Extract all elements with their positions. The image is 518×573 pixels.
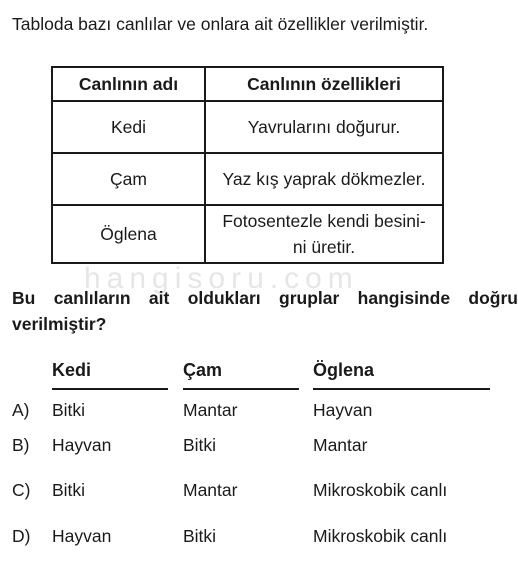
table-row	[52, 101, 443, 153]
question-text	[12, 285, 518, 337]
header-features: Canlının özellikleri	[205, 67, 443, 101]
choice-header-cam: Çam	[183, 360, 223, 380]
option-c-oglena: Mikroskobik canlı	[313, 480, 448, 500]
watermark: hangisoru.com	[84, 262, 359, 295]
choice-header-kedi: Kedi	[52, 360, 92, 380]
table-row	[52, 153, 443, 205]
option-a-oglena: Hayvan	[313, 400, 373, 420]
choice-header-oglena: Öglena	[313, 360, 375, 380]
option-d-letter[interactable]: D)	[12, 526, 31, 546]
question-line: Bu canlıların ait oldukları gruplar hangisinde doğru	[12, 288, 518, 308]
cell-feature: Yaz kış yaprak dökmezler.	[205, 153, 443, 205]
table-header-row	[52, 67, 443, 101]
organism-table	[51, 66, 444, 264]
option-a-letter[interactable]: A)	[12, 400, 30, 420]
option-a-kedi: Bitki	[52, 400, 86, 420]
option-b-letter[interactable]: B)	[12, 435, 30, 455]
option-a-cam: Mantar	[183, 400, 238, 420]
header-underline	[313, 388, 490, 390]
option-b-kedi: Hayvan	[52, 435, 112, 455]
cell-feature	[205, 205, 443, 263]
option-c-letter[interactable]: C)	[12, 480, 31, 500]
option-b-cam: Bitki	[183, 435, 217, 455]
cell-name: Öglena	[52, 205, 205, 263]
option-d-oglena: Mikroskobik canlı	[313, 526, 448, 546]
option-b-oglena: Mantar	[313, 435, 368, 455]
question-line: verilmiştir?	[12, 314, 107, 334]
header-underline	[183, 388, 299, 390]
cell-name: Kedi	[52, 101, 205, 153]
table-row	[52, 205, 443, 263]
cell-feature-line: Fotosentezle kendi besini-	[222, 211, 426, 231]
intro-text: Tabloda bazı canlılar ve onlara ait özellikler verilmiştir.	[12, 14, 429, 34]
cell-feature: Yavrularını doğurur.	[205, 101, 443, 153]
cell-feature-line: ni üretir.	[292, 237, 356, 257]
option-c-kedi: Bitki	[52, 480, 86, 500]
header-underline	[52, 388, 168, 390]
option-d-kedi: Hayvan	[52, 526, 112, 546]
option-d-cam: Bitki	[183, 526, 217, 546]
option-c-cam: Mantar	[183, 480, 238, 500]
cell-name: Çam	[52, 153, 205, 205]
header-name: Canlının adı	[52, 67, 205, 101]
